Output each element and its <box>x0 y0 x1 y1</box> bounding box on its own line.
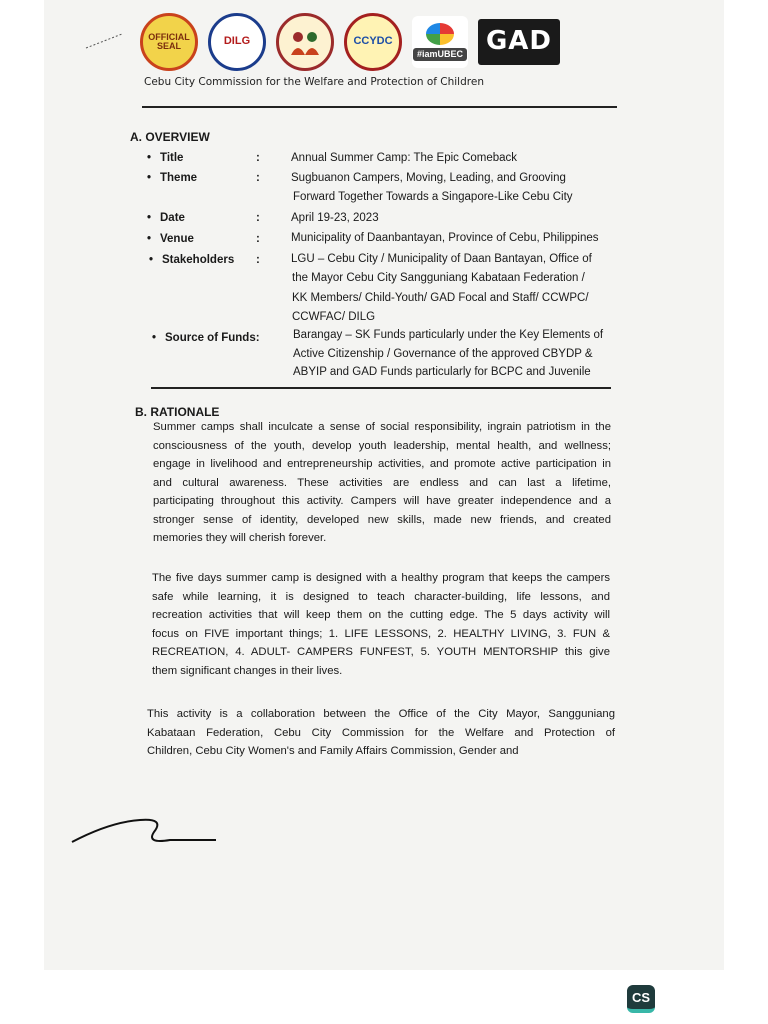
venue-value: Municipality of Daanbantayan, Province of Cebu, Philippines <box>291 232 599 244</box>
paragraph-line: This activity is a collaboration between the Office of the City Mayor, Sangguniang <box>147 708 615 720</box>
paragraph-line: recreation activities that will keep them on the cutting edge. The 5 days activity will <box>152 609 610 621</box>
title-label: • Title <box>160 152 183 164</box>
venue-label: • Venue <box>160 233 194 245</box>
paragraph-line: and cultural awareness. These activities are endless and can last a lifetime, <box>153 476 611 489</box>
funds-line: Active Citizenship / Governance of the approved CBYDP & <box>293 348 593 360</box>
title-value: Annual Summer Camp: The Epic Comeback <box>291 152 518 164</box>
swirl-icon <box>426 23 454 45</box>
overview-divider <box>151 387 611 389</box>
theme-line: Sugbuanon Campers, Moving, Leading, and Grooving <box>291 172 566 184</box>
theme-label: • Theme <box>160 172 197 184</box>
iamubec-logo <box>412 16 468 68</box>
paragraph-line: engage in livelihood and entrepreneurship activities, and promote active participation in <box>153 458 611 470</box>
stakeholders-line: LGU – Cebu City / Municipality of Daan Bantayan, Office of <box>291 253 592 265</box>
paragraph-line: participating throughout this activity. Campers will have greater independence and a <box>153 495 611 507</box>
funds-line: Barangay – SK Funds particularly under the Key Elements of <box>293 329 604 341</box>
stakeholders-sep: : <box>256 254 260 266</box>
header-divider <box>142 106 617 108</box>
paragraph-line: Kabataan Federation, Cebu City Commission for the Welfare and Protection of <box>147 726 615 739</box>
date-sep: : <box>256 212 260 224</box>
dilg-logo: DILG <box>208 13 266 71</box>
paragraph-line: stronger sense of identity, developed new skills, made new friends, and created <box>153 513 611 526</box>
stakeholders-label: • Stakeholders <box>162 254 234 266</box>
theme-line: Forward Together Towards a Singapore-Like Cebu City <box>293 191 573 203</box>
ccydc-logo: CCYDC <box>344 13 402 71</box>
stakeholders-line: the Mayor Cebu City Sangguniang Kabataan Federation / <box>292 272 585 284</box>
rationale-paragraph-3 <box>147 705 615 761</box>
funds-line: ABYIP and GAD Funds particularly for BCPC and Juvenile <box>293 366 591 378</box>
paragraph-line: consciousness of the youth, develop youth leadership, mental health, and wellness; <box>153 439 611 452</box>
signature-mark <box>70 812 220 852</box>
venue-sep: : <box>256 233 260 245</box>
paragraph-line: The five days summer camp is designed with a healthy program that keeps the campers <box>152 572 610 584</box>
stakeholders-line: CCWFAC/ DILG <box>292 311 376 323</box>
funds-label: • Source of Funds: <box>165 332 260 344</box>
stakeholders-line: KK Members/ Child-Youth/ GAD Focal and Staff/ CCWPC/ <box>292 292 589 304</box>
rationale-heading: B. RATIONALE <box>135 405 220 419</box>
paragraph-line: Children, Cebu City Women's and Family Affairs Commission, Gender and <box>147 745 519 757</box>
family-affairs-logo <box>276 13 334 71</box>
title-sep: : <box>256 152 260 164</box>
paragraph-line: Summer camps shall inculcate a sense of social responsibility, ingrain patriotism in the <box>153 421 611 433</box>
city-seal-logo: OFFICIAL SEAL <box>140 13 198 71</box>
paragraph-line: RECREATION, 4. ADULT- CAMPERS FUNFEST, 5. YOUTH MENTORSHIP this give <box>152 646 610 658</box>
rationale-paragraph-1 <box>153 418 611 548</box>
theme-sep: : <box>256 172 260 184</box>
camscanner-badge: CS <box>627 985 655 1013</box>
date-label: • Date <box>160 212 185 224</box>
gad-logo: GAD <box>478 19 560 65</box>
logo-row <box>140 14 560 70</box>
paragraph-line: memories they will cherish forever. <box>153 532 327 544</box>
commission-name: Cebu City Commission for the Welfare and Protection of Children <box>144 76 484 88</box>
pen-mark <box>84 30 124 52</box>
paragraph-line: them significant changes in their lives. <box>152 664 343 677</box>
paragraph-line: safe while learning, it is designed to teach character-building, life lessons, and <box>152 590 610 603</box>
paragraph-line: focus on FIVE important things; 1. LIFE LESSONS, 2. HEALTHY LIVING, 3. FUN & <box>152 627 610 640</box>
iamubec-tag: #iamUBEC <box>413 48 467 61</box>
overview-heading: A. OVERVIEW <box>130 130 210 144</box>
date-value: April 19-23, 2023 <box>291 212 379 224</box>
rationale-paragraph-2 <box>152 569 610 680</box>
